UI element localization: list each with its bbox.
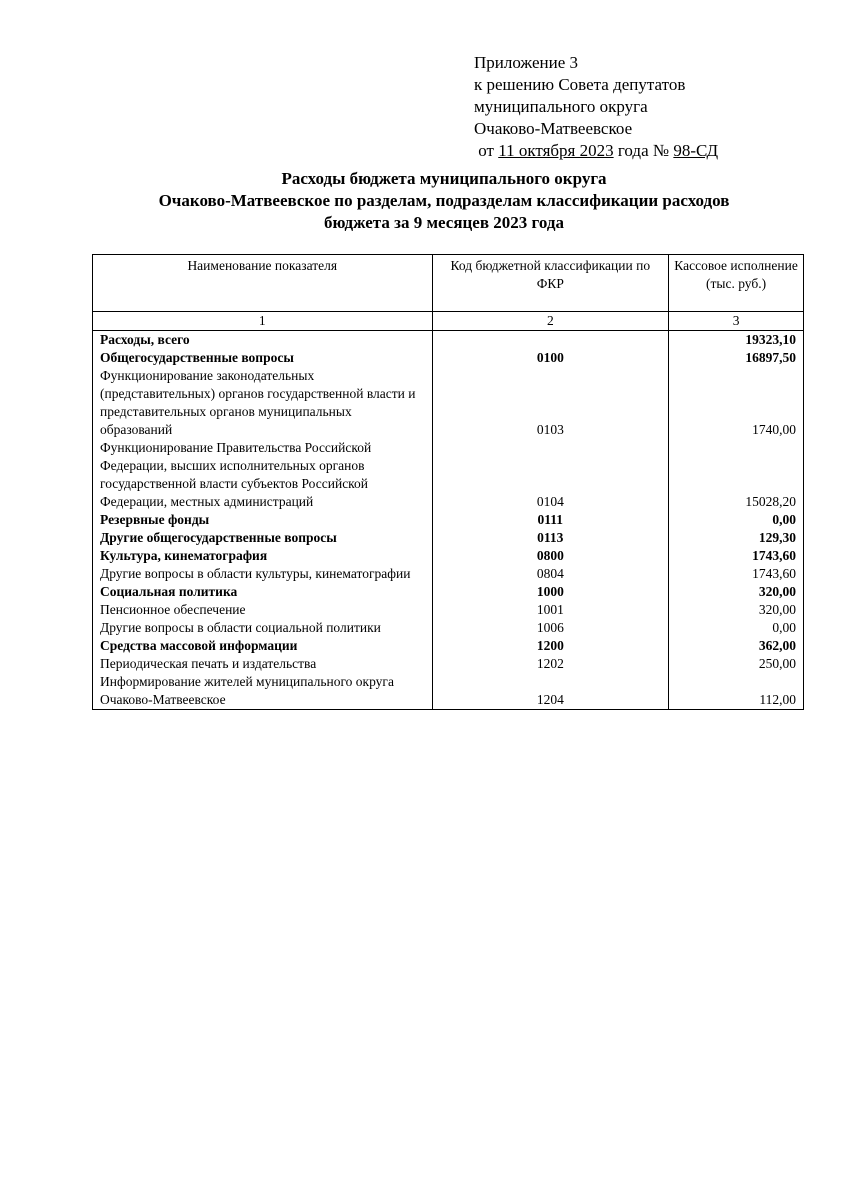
table-header-row xyxy=(93,255,804,312)
table-row xyxy=(93,331,804,350)
row-name: Культура, кинематография xyxy=(93,547,433,565)
appendix-middle: года № xyxy=(617,141,670,160)
row-value: 362,00 xyxy=(669,637,804,655)
row-name: Информирование жителей муниципального округа Очаково-Матвеевское xyxy=(93,673,433,710)
row-name: Функционирование Правительства Российской Федерации, высших исполнительных органов государственной власти субъектов Российской Федерации, местных администраций xyxy=(93,439,433,511)
row-name: Средства массовой информации xyxy=(93,637,433,655)
appendix-line-1: Приложение 3 xyxy=(474,53,578,72)
table-row xyxy=(93,673,804,710)
header-cash-execution: Кассовое исполнение (тыс. руб.) xyxy=(669,255,804,312)
row-value: 320,00 xyxy=(669,601,804,619)
row-code: 1204 xyxy=(432,673,669,710)
decision-date: 11 октября 2023 xyxy=(498,141,614,160)
row-value: 112,00 xyxy=(669,673,804,710)
table-row xyxy=(93,547,804,565)
column-number-2: 2 xyxy=(432,312,669,331)
decision-number: 98-СД xyxy=(673,141,719,160)
row-code: 0100 xyxy=(432,349,669,367)
appendix-line-3: муниципального округа xyxy=(474,97,648,116)
header-indicator-name: Наименование показателя xyxy=(93,255,433,312)
table-row xyxy=(93,565,804,583)
appendix-line-2: к решению Совета депутатов xyxy=(474,75,686,94)
row-value: 15028,20 xyxy=(669,439,804,511)
title-line-1: Расходы бюджета муниципального округа xyxy=(281,169,607,188)
row-value: 19323,10 xyxy=(669,331,804,350)
column-number-1: 1 xyxy=(93,312,433,331)
row-name: Другие вопросы в области культуры, кинематографии xyxy=(93,565,433,583)
row-name: Общегосударственные вопросы xyxy=(93,349,433,367)
title-line-2: Очаково-Матвеевское по разделам, подразделам классификации расходов xyxy=(158,191,730,210)
row-value: 1740,00 xyxy=(669,367,804,439)
row-value: 16897,50 xyxy=(669,349,804,367)
appendix-block xyxy=(474,52,718,162)
row-code: 0113 xyxy=(432,529,669,547)
row-name: Социальная политика xyxy=(93,583,433,601)
column-number-row xyxy=(93,312,804,331)
row-code: 1001 xyxy=(432,601,669,619)
row-code: 0804 xyxy=(432,565,669,583)
table-row xyxy=(93,367,804,439)
row-code: 1006 xyxy=(432,619,669,637)
row-name: Функционирование законодательных (представительных) органов государственной власти и представительных органов муниципальных образований xyxy=(93,367,433,439)
title-line-3: бюджета за 9 месяцев 2023 года xyxy=(324,213,564,232)
table-row xyxy=(93,619,804,637)
row-code xyxy=(432,331,669,350)
row-name: Расходы, всего xyxy=(93,331,433,350)
row-code: 0103 xyxy=(432,367,669,439)
appendix-line-4: Очаково-Матвеевское xyxy=(474,119,633,138)
row-name: Периодическая печать и издательства xyxy=(93,655,433,673)
appendix-prefix: от xyxy=(478,141,494,160)
row-name: Другие вопросы в области социальной политики xyxy=(93,619,433,637)
row-code: 1200 xyxy=(432,637,669,655)
row-code: 1202 xyxy=(432,655,669,673)
row-value: 320,00 xyxy=(669,583,804,601)
table-row xyxy=(93,601,804,619)
table-row xyxy=(93,439,804,511)
row-value: 0,00 xyxy=(669,619,804,637)
row-code: 1000 xyxy=(432,583,669,601)
row-value: 1743,60 xyxy=(669,565,804,583)
table-row xyxy=(93,583,804,601)
row-code: 0800 xyxy=(432,547,669,565)
budget-table xyxy=(92,254,804,710)
row-name: Резервные фонды xyxy=(93,511,433,529)
header-classification-code: Код бюджетной классификации по ФКР xyxy=(432,255,669,312)
row-code: 0111 xyxy=(432,511,669,529)
row-name: Пенсионное обеспечение xyxy=(93,601,433,619)
row-value: 1743,60 xyxy=(669,547,804,565)
table-row xyxy=(93,637,804,655)
column-number-3: 3 xyxy=(669,312,804,331)
row-name: Другие общегосударственные вопросы xyxy=(93,529,433,547)
row-value: 250,00 xyxy=(669,655,804,673)
table-row xyxy=(93,655,804,673)
table-row xyxy=(93,529,804,547)
row-value: 129,30 xyxy=(669,529,804,547)
appendix-line-5 xyxy=(474,140,718,162)
table-row xyxy=(93,511,804,529)
row-value: 0,00 xyxy=(669,511,804,529)
row-code: 0104 xyxy=(432,439,669,511)
table-row xyxy=(93,349,804,367)
document-title xyxy=(60,168,828,234)
